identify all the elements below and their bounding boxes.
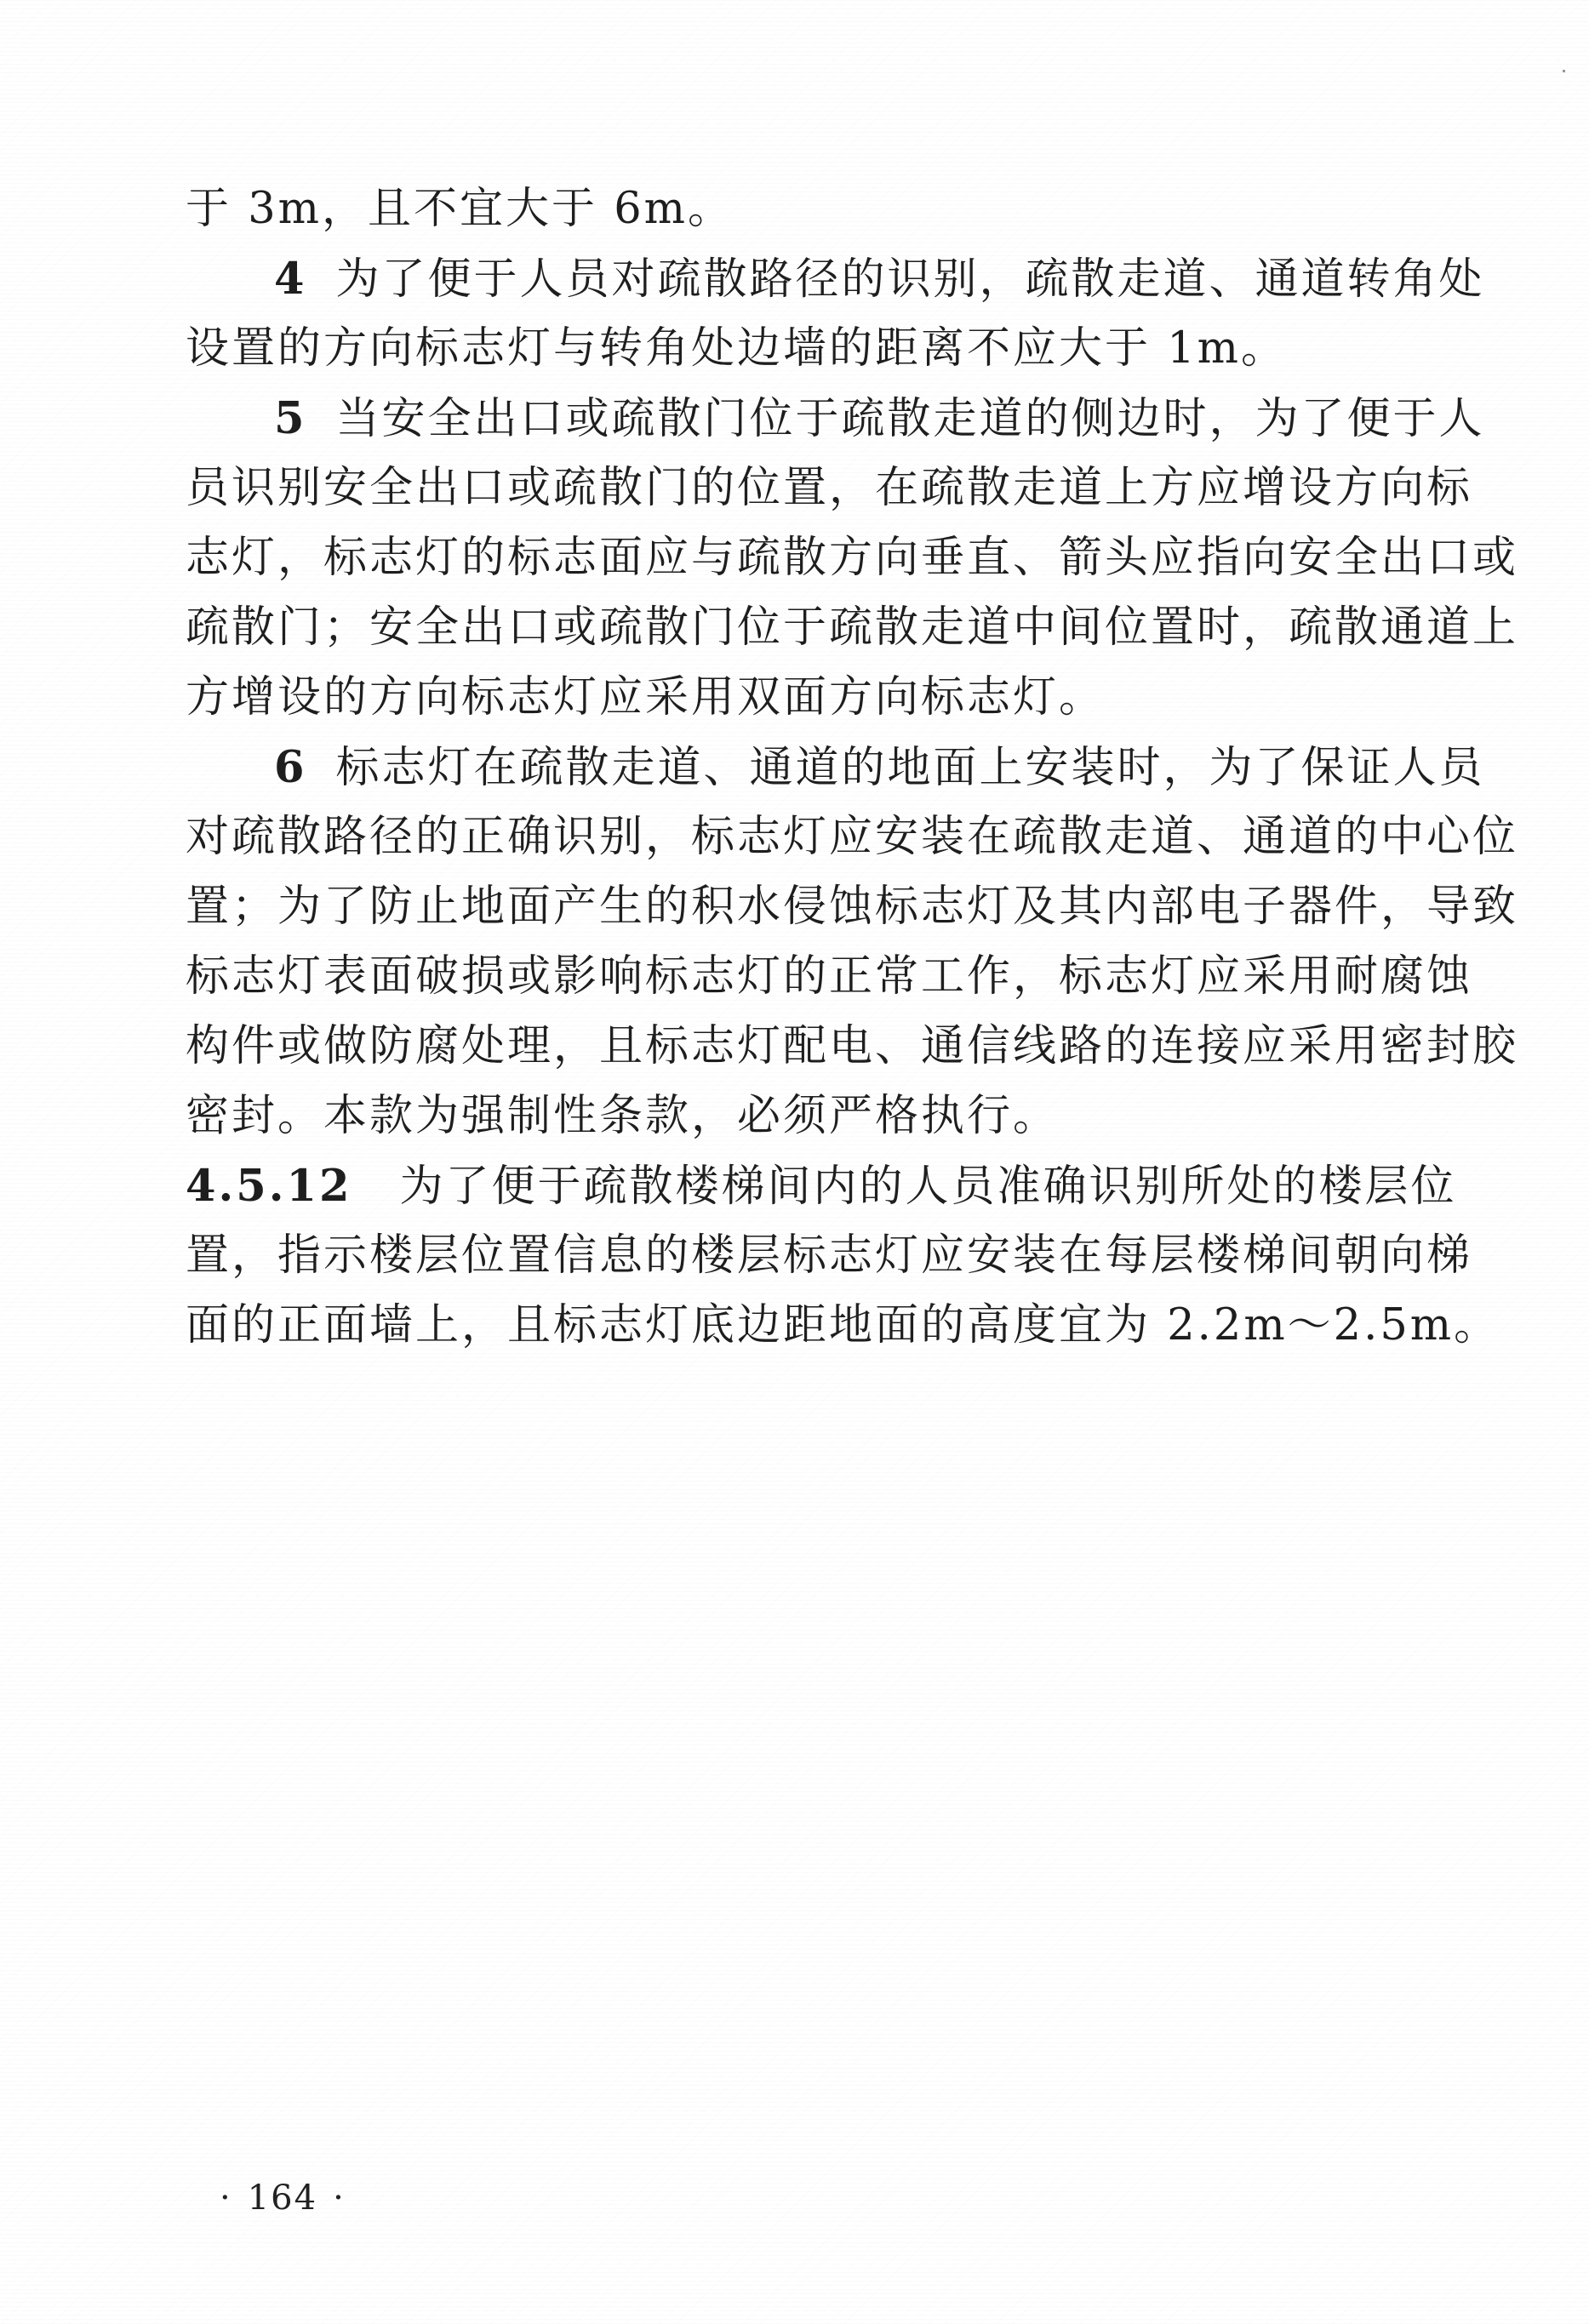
- item-number: 4: [274, 254, 307, 305]
- text-line: [186, 733, 1485, 802]
- text-line: 设置的方向标志灯与转角处边墙的距离不应大于 1m。: [186, 323, 1288, 374]
- text-line: 置；为了防止地面产生的积水侵蚀标志灯及其内部电子器件，导致: [186, 882, 1519, 932]
- text-line: 对疏散路径的正确识别，标志灯应安装在疏散走道、通道的中心位: [186, 812, 1519, 862]
- text-line: 构件或做防腐处理，且标志灯配电、通信线路的连接应采用密封胶: [186, 1021, 1519, 1071]
- item-number: 6: [274, 742, 307, 793]
- scan-mark: [1563, 70, 1565, 72]
- text-line: [186, 384, 1485, 454]
- text-line-content: 为了便于疏散楼梯间内的人员准确识别所处的楼层位: [399, 1162, 1457, 1212]
- text-line: 置，指示楼层位置信息的楼层标志灯应安装在每层楼梯间朝向梯: [186, 1231, 1473, 1281]
- text-line: 志灯，标志灯的标志面应与疏散方向垂直、箭头应指向安全出口或: [186, 533, 1519, 583]
- page-number-value: 164: [247, 2178, 318, 2218]
- text-line: [186, 1151, 1462, 1221]
- page-number-dot: ·: [220, 2178, 232, 2218]
- text-line: 标志灯表面破损或影响标志灯的正常工作，标志灯应采用耐腐蚀: [186, 951, 1473, 1002]
- page-number-dot: ·: [333, 2178, 346, 2218]
- page-number: [204, 2178, 361, 2218]
- item-number: 5: [274, 393, 307, 444]
- text-line: 疏散门；安全出口或疏散门位于疏散走道中间位置时，疏散通道上: [186, 602, 1519, 653]
- text-line: 面的正面墙上，且标志灯底边距地面的高度宜为 2.2m～2.5m。: [186, 1300, 1500, 1350]
- text-line-content: 为了便于人员对疏散路径的识别，疏散走道、通道转角处: [335, 254, 1485, 305]
- text-line: 员识别安全出口或疏散门的位置，在疏散走道上方应增设方向标: [186, 463, 1473, 513]
- text-line-content: 当安全出口或疏散门位于疏散走道的侧边时，为了便于人: [335, 394, 1485, 444]
- text-line: 于 3m，且不宜大于 6m。: [186, 184, 734, 234]
- text-line: [186, 244, 1485, 314]
- text-line: 方增设的方向标志灯应采用双面方向标志灯。: [186, 672, 1106, 722]
- section-number: 4.5.12: [186, 1161, 352, 1212]
- text-line-content: 标志灯在疏散走道、通道的地面上安装时，为了保证人员: [335, 743, 1485, 793]
- text-line: 密封。本款为强制性条款，必须严格执行。: [186, 1091, 1060, 1141]
- body-text: [186, 174, 1519, 1361]
